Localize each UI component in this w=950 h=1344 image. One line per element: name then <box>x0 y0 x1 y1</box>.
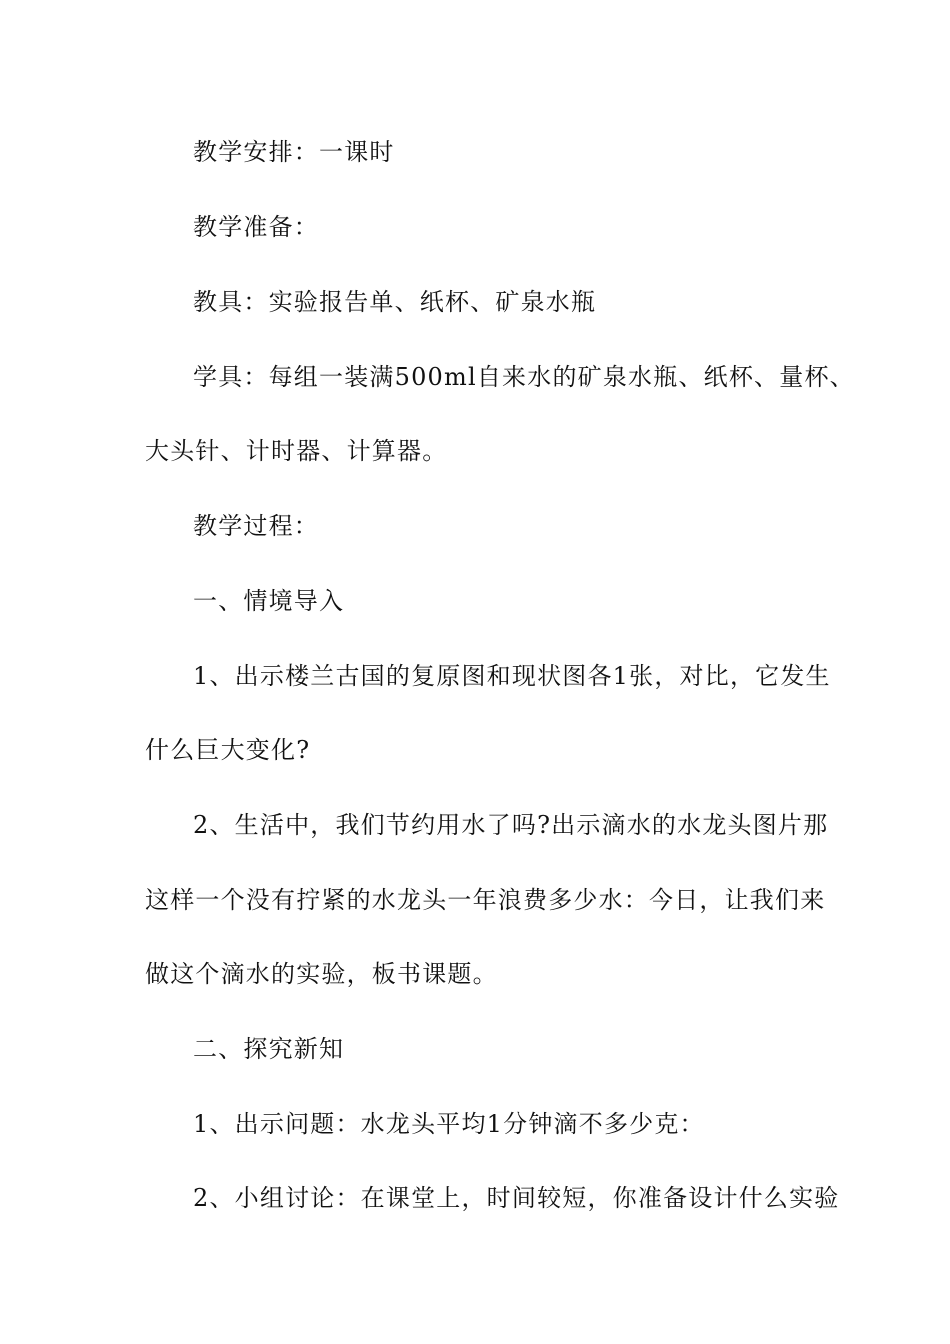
text-line-teaching-aids: 教具：实验报告单、纸杯、矿泉水瓶 <box>193 288 597 316</box>
text-line-teaching-preparation: 教学准备： <box>193 213 319 241</box>
text-line-student-tools-cont: 大头针、计时器、计算器。 <box>145 437 448 465</box>
section-heading-intro: 一、情境导入 <box>193 587 345 615</box>
text-line-item-2-cont-2: 做这个滴水的实验，板书课题。 <box>145 960 498 988</box>
section-heading-explore: 二、探究新知 <box>193 1035 345 1063</box>
text-line-explore-item-1: 1、出示问题：水龙头平均1分钟滴不多少克： <box>193 1110 705 1138</box>
text-line-teaching-process: 教学过程： <box>193 512 319 540</box>
text-line-teaching-schedule: 教学安排：一课时 <box>193 138 395 166</box>
text-line-item-1-cont: 什么巨大变化? <box>145 736 311 764</box>
text-line-explore-item-2: 2、小组讨论：在课堂上，时间较短，你准备设计什么实验 <box>193 1184 840 1212</box>
text-line-student-tools: 学具：每组一装满500ml自来水的矿泉水瓶、纸杯、量杯、 <box>193 363 855 391</box>
text-line-item-2: 2、生活中，我们节约用水了吗?出示滴水的水龙头图片那 <box>193 811 829 839</box>
text-line-item-1: 1、出示楼兰古国的复原图和现状图各1张，对比，它发生 <box>193 662 831 690</box>
text-line-item-2-cont-1: 这样一个没有拧紧的水龙头一年浪费多少水：今日，让我们来 <box>145 886 826 914</box>
